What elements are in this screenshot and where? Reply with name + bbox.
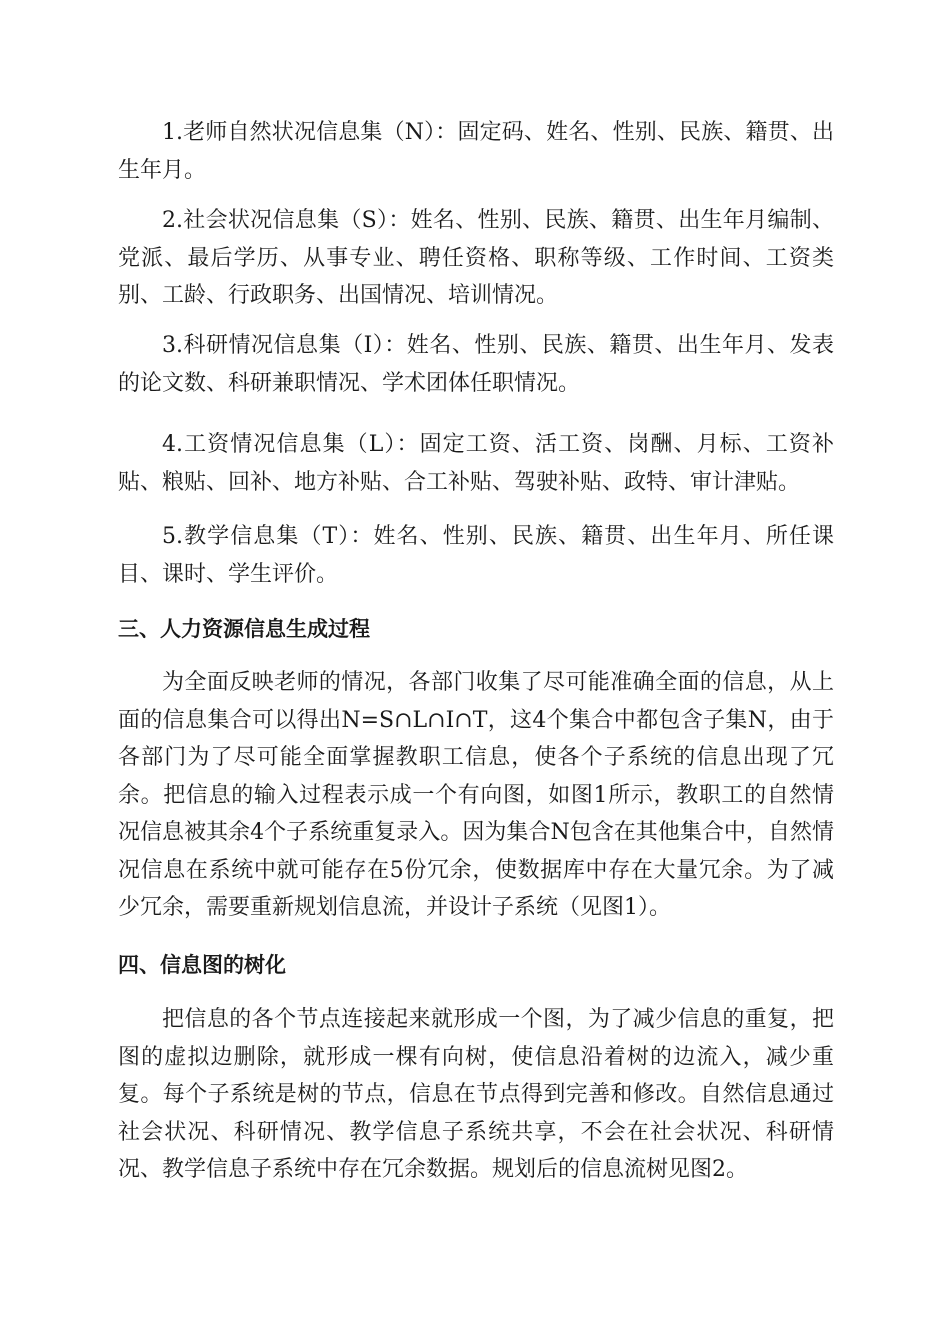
section-heading-3: 三、人力资源信息生成过程	[118, 617, 370, 641]
info-set-item-2: 2.社会状况信息集（S）：姓名、性别、民族、籍贯、出生年月编制、党派、最后学历、从事专业、聘任资格、职称等级、工作时间、工资类别、工龄、行政职务、出国情况、培训情况。	[118, 208, 834, 308]
section-3-paragraph: 为全面反映老师的情况，各部门收集了尽可能准确全面的信息，从上面的信息集合可以得出N=S∩L∩I∩T，这4个集合中都包含子集N，由于各部门为了尽可能全面掌握教职工信息，使各个子系统的信息出现了冗余。把信息的输入过程表示成一个有向图，如图1所示，教职工的自然情况信息被其余4个子系统重复录入。因为集合N包含在其他集合中，自然情况信息在系统中就可能存在5份冗余，使数据库中存在大量冗余。为了减少冗余，需要重新规划信息流，并设计子系统（见图1）。	[118, 670, 834, 920]
section-4-paragraph: 把信息的各个节点连接起来就形成一个图，为了减少信息的重复，把图的虚拟边删除，就形成一棵有向树，使信息沿着树的边流入，减少重复。每个子系统是树的节点，信息在节点得到完善和修改。自然信息通过社会状况、科研情况、教学信息子系统共享，不会在社会状况、科研情况、教学信息子系统中存在冗余数据。规划后的信息流树见图2。	[118, 1007, 834, 1182]
info-set-item-4: 4.工资情况信息集（L）：固定工资、活工资、岗酬、月标、工资补贴、粮贴、回补、地方补贴、合工补贴、驾驶补贴、政特、审计津贴。	[118, 432, 834, 495]
section-heading-4: 四、信息图的树化	[118, 953, 286, 977]
info-set-item-1: 1.老师自然状况信息集（N）：固定码、姓名、性别、民族、籍贯、出生年月。	[118, 120, 834, 183]
info-set-item-3: 3.科研情况信息集（I）：姓名、性别、民族、籍贯、出生年月、发表的论文数、科研兼职情况、学术团体任职情况。	[118, 333, 834, 396]
info-set-item-5: 5.教学信息集（T）：姓名、性别、民族、籍贯、出生年月、所任课目、课时、学生评价。	[118, 524, 834, 587]
